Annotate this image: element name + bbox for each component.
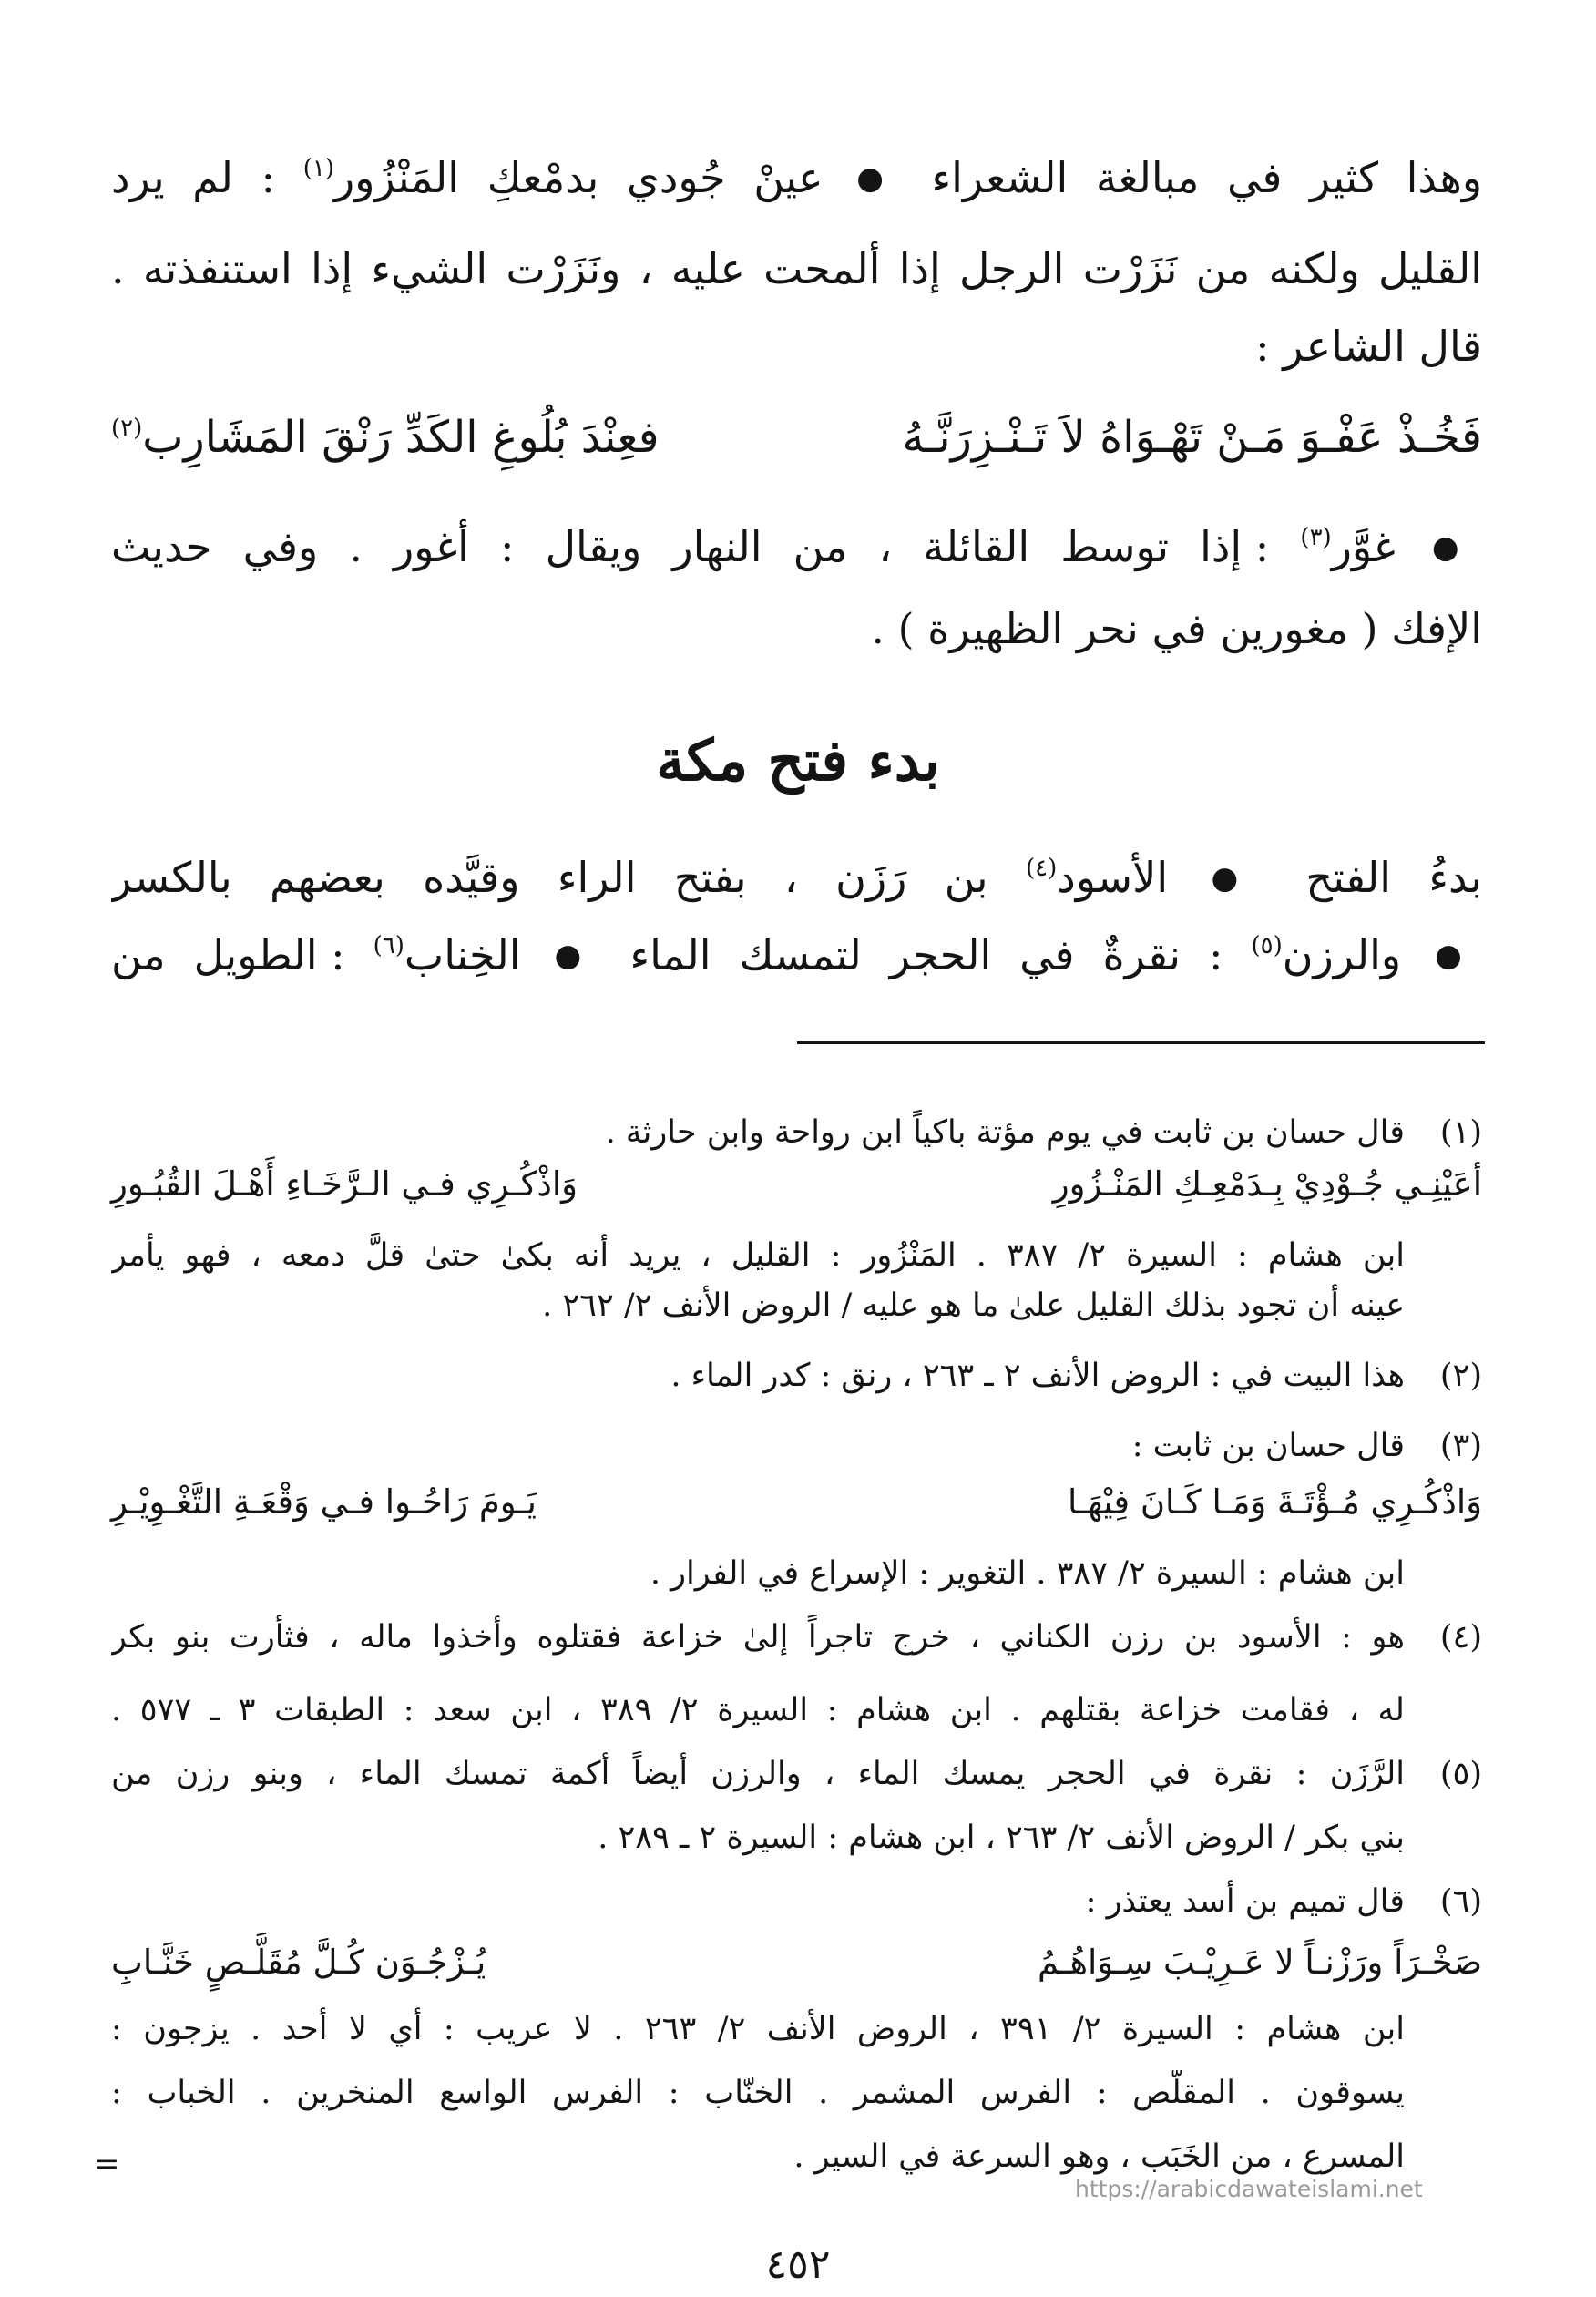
footnote-4 bbox=[111, 1615, 1482, 1660]
section-title: بدء فتح مكة bbox=[656, 727, 940, 794]
footnote-text: المسرع ، من الخَبَب ، وهو السرعة في السير . bbox=[793, 2138, 1405, 2175]
footnote-ref: (٢) bbox=[111, 415, 143, 442]
bullet-icon: ● bbox=[1431, 529, 1478, 566]
footnote-line bbox=[111, 2070, 1482, 2116]
bullet-icon: ● bbox=[856, 160, 898, 197]
verse-hemistich-left: وَاذْكُـرِي فـي الـرَّخَـاءِ أَهْـلَ القُبُـورِ bbox=[111, 1164, 578, 1204]
text-segment: وهذا كثير في مبالغة الشعراء bbox=[931, 153, 1482, 202]
text-segment: والرزن bbox=[1282, 930, 1402, 979]
footnote-number: (٥) bbox=[1439, 1756, 1482, 1792]
footnote-number: (٣) bbox=[1439, 1428, 1482, 1464]
footnote-verse bbox=[111, 1160, 1482, 1209]
text-segment: عينْ جُودي بدمْعكِ المَنْزُور bbox=[333, 153, 824, 202]
footnote-text: له ، فقامت خزاعة بقتلهم . ابن هشام : السيرة ٢/ ٣٨٩ ، ابن سعد : الطبقات ٣ ـ ٥٧٧ . bbox=[111, 1692, 1405, 1728]
text-segment: بدءُ الفتح bbox=[1305, 853, 1482, 902]
footnote-5 bbox=[111, 1751, 1482, 1797]
footnote-line bbox=[111, 1283, 1482, 1328]
text-segment: : إذا توسط القائلة ، من النهار ويقال : أغور . وفي حديث bbox=[111, 522, 1270, 571]
footnote-text: ابن هشام : السيرة ٢/ ٣٨٧ . التغوير : الإسراع في الفرار . bbox=[650, 1555, 1405, 1592]
verse-hemistich-right: وَاذْكُـرِي مُـؤْتَـةَ وَمَـا كَـانَ فِيْهَـا bbox=[1068, 1482, 1482, 1522]
watermark-url: https://arabicdawateislami.net bbox=[1075, 2176, 1423, 2202]
footnote-2 bbox=[111, 1353, 1482, 1399]
verse-hemistich-left: يَـومَ رَاحُـوا فـي وَقْعَـةِ التَّغْـوِيْـرِ bbox=[111, 1482, 537, 1522]
footnote-text: يسوقون . المقلّص : الفرس المشمر . الخنّاب : الفرس الواسع المنخرين . الخباب : bbox=[111, 2075, 1405, 2111]
footnote-text: ابن هشام : السيرة ٢/ ٣٨٧ . المَنْزُور : القليل ، يريد أنه بكىٰ حتىٰ قلَّ دمعه ، فهو يأمر bbox=[111, 1237, 1405, 1274]
main-line-2: القليل ولكنه من نَزَرْت الرجل إذا ألمحت عليه ، ونَزَرْت الشيء إذا استنفذته . bbox=[111, 244, 1482, 293]
main-line-6 bbox=[111, 846, 1482, 909]
footnote-ref: (٤) bbox=[1026, 855, 1058, 882]
main-line-7 bbox=[111, 923, 1482, 987]
bullet-icon: ● bbox=[1435, 938, 1478, 974]
verse-hemistich-left bbox=[111, 401, 660, 474]
verse-hemistich-right: أعَيْنِـي جُـوْدِيْ بِـدَمْعِـكِ المَنْـزُورِ bbox=[1052, 1164, 1482, 1204]
verse-text: فعِنْدَ بُلُوغِ الكَدِّ رَنْقَ المَشَارِب bbox=[142, 412, 660, 463]
footnote-ref: (٥) bbox=[1251, 932, 1283, 959]
footnote-line bbox=[111, 2134, 1482, 2179]
footnote-verse bbox=[111, 1938, 1482, 1987]
footnote-3 bbox=[111, 1423, 1482, 1469]
text-segment: : الطويل من bbox=[111, 930, 345, 979]
page-number: ٤٥٢ bbox=[765, 2241, 831, 2288]
footnote-verse bbox=[111, 1478, 1482, 1527]
footnote-text: عينه أن تجود بذلك القليل علىٰ ما هو عليه / الروض الأنف ٢/ ٢٦٢ . bbox=[542, 1287, 1405, 1324]
bullet-icon: ● bbox=[1211, 860, 1263, 897]
footnote-text: ابن هشام : السيرة ٢/ ٣٩١ ، الروض الأنف ٢/ ٢٦٣ . لا عريب : أي لا أحد . يزجون : bbox=[111, 2011, 1405, 2047]
footnote-line bbox=[111, 2006, 1482, 2052]
footnote-text: قال تميم بن أسد يعتذر : bbox=[1085, 1883, 1405, 1920]
footnote-6 bbox=[111, 1879, 1482, 1924]
footnote-text: بني بكر / الروض الأنف ٢/ ٢٦٣ ، ابن هشام : السيرة ٢ ـ ٢٨٩ . bbox=[598, 1820, 1405, 1856]
footnote-text: الرَّزَن : نقرة في الحجر يمسك الماء ، والرزن أيضاً أكمة تمسك الماء ، وبنو رزن من bbox=[111, 1756, 1405, 1792]
text-segment: غوَّر bbox=[1331, 522, 1396, 571]
bullet-icon: ● bbox=[554, 938, 597, 974]
verse-hemistich-left: يُـزْجُـوَن كُـلَّ مُقَلَّـصٍ خَنَّـابِ bbox=[111, 1943, 486, 1982]
footnote-separator bbox=[797, 1041, 1485, 1044]
text-segment: : لم يرد bbox=[111, 153, 276, 202]
verse-hemistich-right: فَخُـذْ عَفْـوَ مَـنْ تَهْـوَاهُ لاَ تَـنْـزِرَنَّـهُ bbox=[902, 412, 1482, 463]
text-segment: بن رَزَن ، بفتح الراء وقيَّده بعضهم بالكسر bbox=[111, 853, 988, 902]
footnote-text: قال حسان بن ثابت في يوم مؤتة باكياً ابن رواحة وابن حارثة . bbox=[605, 1114, 1405, 1151]
text-segment: : نقرةٌ في الحجر لتمسك الماء bbox=[629, 930, 1223, 979]
footnote-ref: (٣) bbox=[1300, 524, 1332, 551]
main-line-3: قال الشاعر : bbox=[1255, 322, 1482, 371]
footnote-number: (٢) bbox=[1439, 1358, 1482, 1394]
footnote-ref: (١) bbox=[302, 155, 334, 182]
poem-verse bbox=[111, 401, 1482, 474]
main-line-4 bbox=[111, 515, 1482, 579]
footnote-text: قال حسان بن ثابت : bbox=[1131, 1428, 1405, 1464]
footnote-number: (١) bbox=[1439, 1114, 1482, 1151]
footnote-line bbox=[111, 1687, 1482, 1733]
main-line-5: الإفك ( مغورين في نحر الظهيرة ) . bbox=[871, 604, 1482, 653]
footnote-number: (٤) bbox=[1439, 1619, 1482, 1656]
main-line-1 bbox=[111, 146, 1482, 210]
footnote-text: هو : الأسود بن رزن الكناني ، خرج تاجراً إلىٰ خزاعة فقتلوه وأخذوا ماله ، فثأرت بنو بكر bbox=[111, 1619, 1405, 1656]
footnote-line bbox=[111, 1233, 1482, 1278]
footnote-text: هذا البيت في : الروض الأنف ٢ ـ ٢٦٣ ، رنق : كدر الماء . bbox=[670, 1358, 1405, 1394]
text-segment: الخِناب bbox=[404, 930, 521, 979]
footnote-1 bbox=[111, 1110, 1482, 1155]
footnote-line bbox=[111, 1815, 1482, 1861]
footnote-line bbox=[111, 1551, 1482, 1596]
verse-hemistich-right: صَخْـرَاً ورَزْنـاً لا عَـرِيْـبَ سِـوَاهُـمُ bbox=[1037, 1943, 1482, 1982]
continuation-mark: = bbox=[94, 2146, 120, 2182]
text-segment: الأسود bbox=[1057, 853, 1169, 902]
footnote-ref: (٦) bbox=[373, 932, 404, 959]
footnote-number: (٦) bbox=[1439, 1883, 1482, 1920]
